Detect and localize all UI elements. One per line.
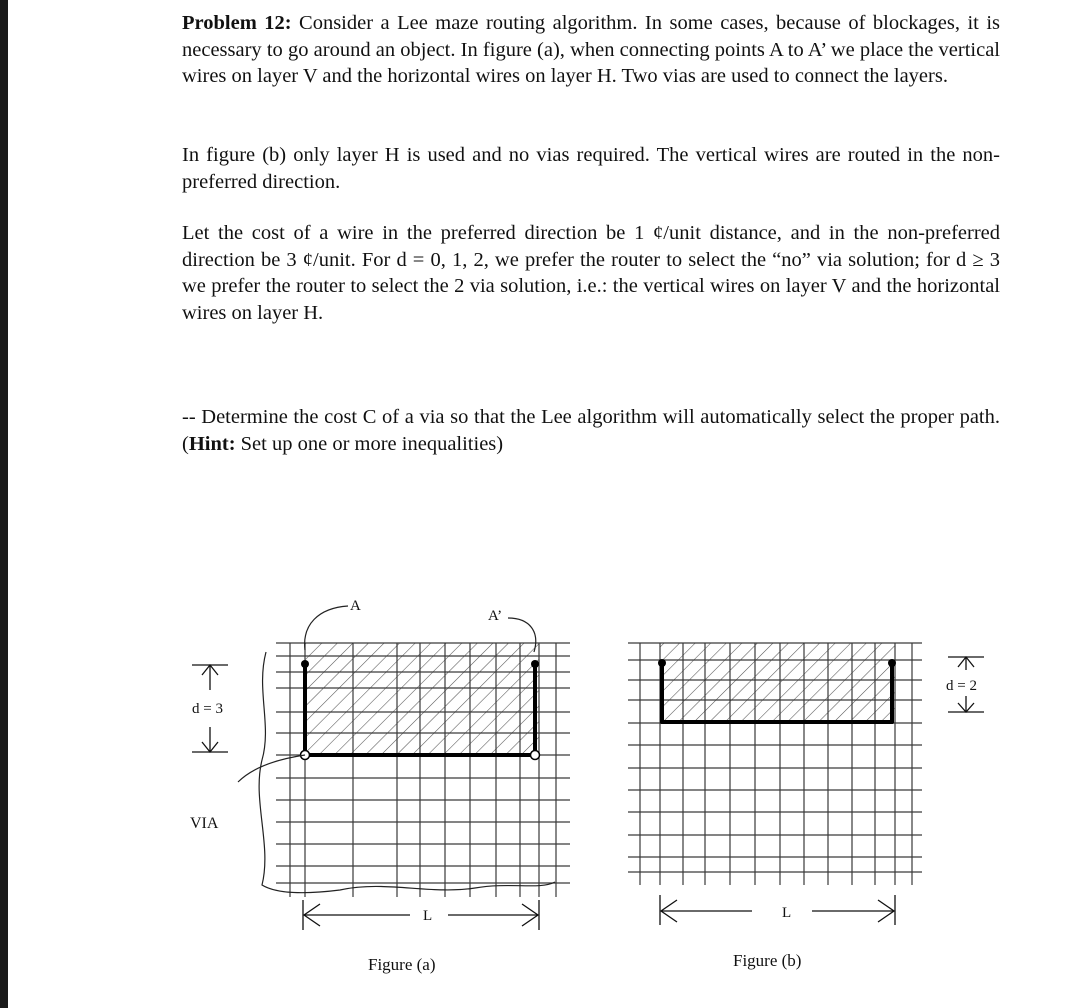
question-text-end: Set up one or more inequalities) [235,432,504,455]
problem-paragraph-2: In figure (b) only layer H is used and no vias required. The vertical wires are routed in the non-preferred direction. [182,144,1000,193]
pin-a-prime [531,660,539,668]
pin-a [301,660,309,668]
problem-paragraph-3: Let the cost of a wire in the preferred direction be 1 ¢/unit distance, and in the non-preferred direction be 3 ¢/unit. For d = 0, 1, 2, we prefer the router to select the “no” via solution; for d ≥ 3 we prefer the router to select the 2 via solution, i.e.: the vertical wires on layer V and the horizontal wires on layer H. [182,222,1000,324]
pin-b-left [658,659,666,667]
dimension-l-b [660,895,895,925]
dimension-l-a [303,900,539,930]
figure-a [190,598,570,930]
figure-b [628,643,984,925]
hint-label: Hint: [188,432,236,455]
label-l-b: L [782,905,792,921]
pin-b-right [888,659,896,667]
label-l-a: L [423,908,433,924]
problem-title: Problem 12: [182,12,292,34]
label-d-b: d = 2 [946,678,977,694]
label-a-prime: A’ [488,608,503,624]
via-right [531,751,540,760]
label-d-a: d = 3 [192,701,223,717]
figure-a-caption: Figure (a) [368,955,436,974]
label-via: VIA [190,815,219,832]
figure-b-caption: Figure (b) [733,951,802,970]
label-a: A [350,598,361,614]
blockage-a [305,643,539,755]
question-text-start: -- Determine the cost C of a via so that the Lee algorithm will automatically select the proper path. ( [182,406,1000,455]
problem-text-1: Consider a Lee maze routing algorithm. In some cases, because of blockages, it is necessary to go around an object. In figure (a), when connecting points A to A’ we place the vertical wires on layer V and the horizontal wires on layer H. Two vias are used to connect the layers. [182,12,1000,87]
blockage-b [660,643,895,723]
